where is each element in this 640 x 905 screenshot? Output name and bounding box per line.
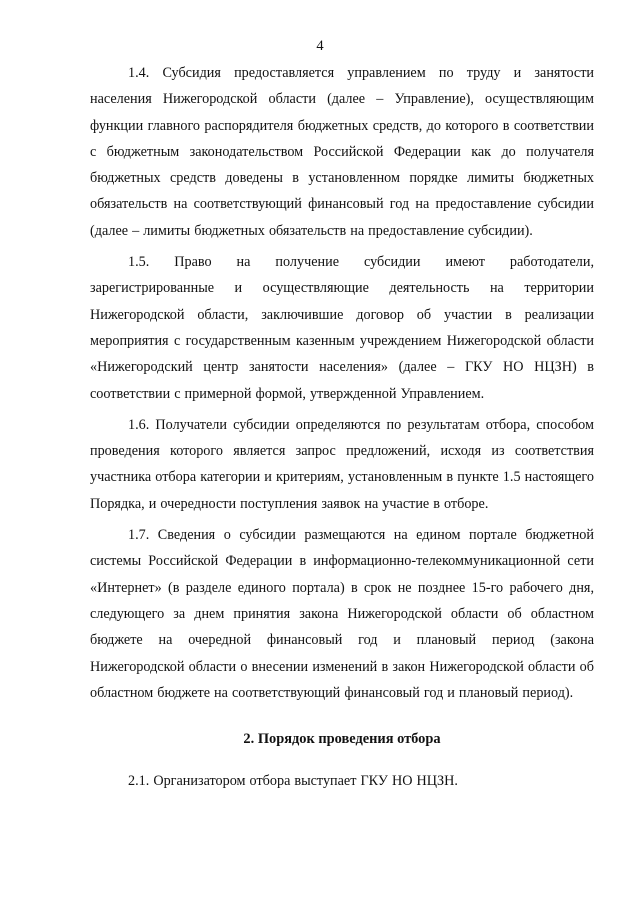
paragraph-2-1: 2.1. Организатором отбора выступает ГКУ НО НЦЗН.	[128, 773, 458, 790]
page-number: 4	[316, 38, 324, 54]
paragraph-1-5: 1.5. Право на получение субсидии имеют работодатели, зарегистрированные и осуществляющие деятельность на территории Нижегородской области, заключившие договор об участии в реализации мероприятия с государственным казенным учреждением Нижегородской области «Нижегородский центр занятости населения» (далее – ГКУ НО НЦЗН) в соответствии с примерной формой, утвержденной Управлением.	[90, 254, 594, 402]
paragraph-1-4: 1.4. Субсидия предоставляется управлением по труду и занятости населения Нижегородской области (далее – Управление), осуществляющим функции главного распорядителя бюджетных средств, до которого в соответствии с бюджетным законодательством Российской Федерации как до получателя бюджетных средств доведены в установленном порядке лимиты бюджетных обязательств на соответствующий финансовый год на предоставление субсидии (далее – лимиты бюджетных обязательств на предоставление субсидии).	[90, 65, 594, 239]
document-body	[90, 60, 594, 799]
section-2-heading: 2. Порядок проведения отбора	[243, 731, 441, 748]
paragraph-1-6: 1.6. Получатели субсидии определяются по результатам отбора, способом проведения которого является запрос предложений, исходя из соответствия участника отбора категории и критериям, установленным в пункте 1.5 настоящего Порядка, и очередности поступления заявок на участие в отборе.	[90, 416, 594, 512]
paragraph-1-7: 1.7. Сведения о субсидии размещаются на едином портале бюджетной системы Российской Федерации в информационно-телекоммуникационной сети «Интернет» (в разделе единого портала) в срок не позднее 15-го рабочего дня, следующего за днем принятия закона Нижегородской области об областном бюджете на очередной финансовый год и плановый период (закона Нижегородской области о внесении изменений в закон Нижегородской области об областном бюджете на соответствующий финансовый год и плановый период).	[90, 527, 594, 701]
